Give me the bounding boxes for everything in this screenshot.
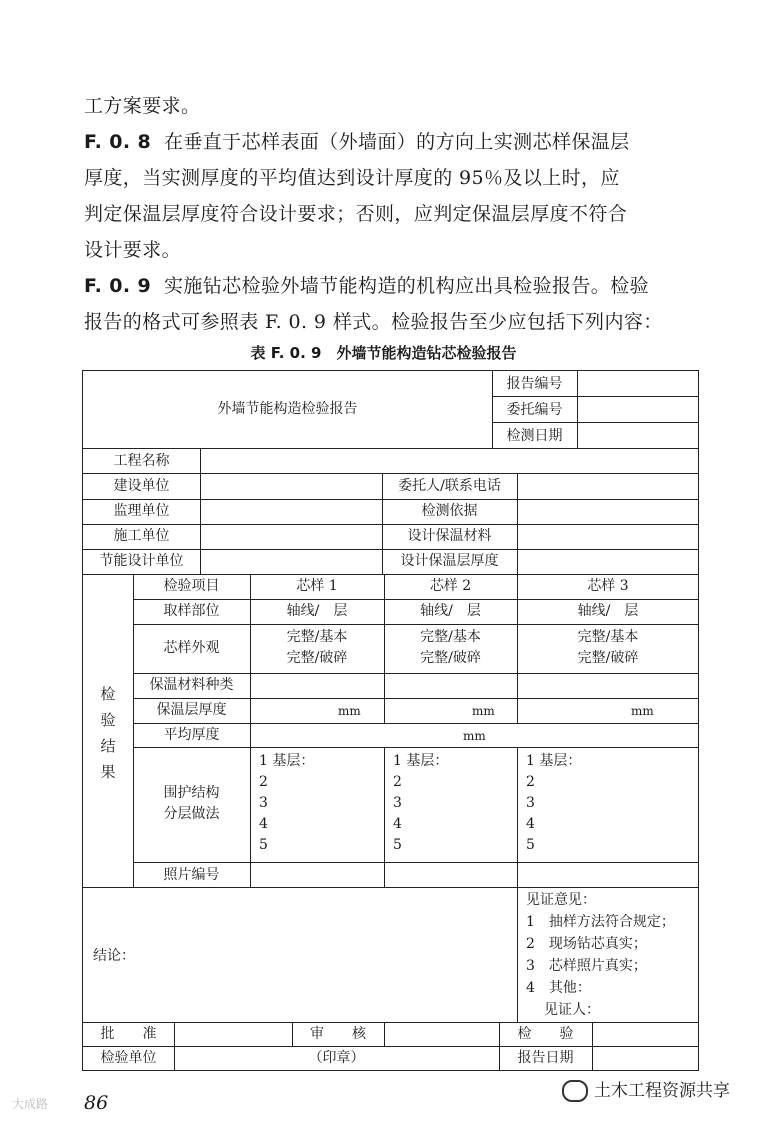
- builder-label: 建设单位: [113, 478, 170, 494]
- report-no-label: 报告编号: [506, 376, 563, 392]
- design-thickness-label: 设计保温层厚度: [400, 553, 499, 569]
- entrust-no-label: 委托编号: [506, 402, 563, 418]
- clause-label: F. 0. 8: [84, 131, 152, 153]
- clause-f08: F. 0. 8 在垂直于芯样表面（外墙面）的方向上实测芯样保温层 厚度，当实测厚度的平均值达到设计厚度的 95％及以上时，应 判定保温层厚度符合设计要求；否则，应判定保温层厚度不符合 设计要求。: [84, 131, 630, 261]
- clause-label: F. 0. 9: [84, 275, 152, 297]
- unit-core-3: mm: [631, 704, 654, 718]
- table-caption: 表 F. 0. 9 外墙节能构造钻芯检验报告: [250, 344, 517, 362]
- conclusion-label: 结论：: [93, 948, 135, 964]
- energy-designer-label: 节能设计单位: [99, 553, 184, 569]
- unit-average: mm: [463, 729, 486, 743]
- report-title: 外墙节能构造检验报告: [217, 401, 358, 417]
- approve-label: 批 准: [100, 1026, 157, 1042]
- client-contact-label: 委托人/联系电话: [398, 478, 501, 494]
- seal-label: （印章）: [308, 1050, 365, 1066]
- layers-core-2: 1 基层： 2 3 4 5: [393, 753, 449, 853]
- material-type-label: 保温材料种类: [149, 677, 234, 693]
- photo-no-label: 照片编号: [163, 867, 220, 883]
- appearance-core-2: 完整/基本 完整/破碎: [420, 629, 481, 666]
- design-material-label: 设计保温材料: [407, 528, 492, 544]
- paragraph-intro: 工方案要求。: [84, 95, 201, 117]
- page-number: 86: [84, 1092, 109, 1114]
- core-2-header: 芯样 2: [429, 578, 472, 594]
- report-date-label: 报告日期: [517, 1050, 574, 1066]
- layers-core-1: 1 基层： 2 3 4 5: [259, 753, 315, 853]
- test-basis-label: 检测依据: [421, 503, 478, 519]
- layers-core-3: 1 基层： 2 3 4 5: [526, 753, 582, 853]
- unit-core-1: mm: [338, 704, 361, 718]
- core-3-header: 芯样 3: [587, 578, 629, 594]
- sampling-core-3: 轴线/ 层: [577, 603, 639, 619]
- constructor-label: 施工单位: [113, 528, 170, 544]
- project-name-label: 工程名称: [113, 453, 170, 469]
- unit-core-2: mm: [472, 704, 495, 718]
- witness-opinion: 见证意见： 1 抽样方法符合规定； 2 现场钻芯真实； 3 芯样照片真实； 4 其他： 见证人：: [526, 892, 675, 1018]
- structure-label: 围护结构 分层做法: [163, 785, 220, 822]
- supervisor-label: 监理单位: [113, 503, 170, 519]
- appearance-core-3: 完整/基本 完整/破碎: [577, 629, 639, 666]
- item-label: 检验项目: [163, 578, 220, 594]
- wechat-icon: [562, 1080, 588, 1102]
- appearance-core-1: 完整/基本 完整/破碎: [286, 629, 348, 666]
- layer-thickness-label: 保温层厚度: [156, 702, 227, 718]
- watermark-right: 土木工程资源共享: [562, 1076, 730, 1102]
- review-label: 审 核: [310, 1026, 366, 1042]
- sampling-core-1: 轴线/ 层: [286, 603, 348, 619]
- inspect-label: 检 验: [517, 1026, 574, 1042]
- core-1-header: 芯样 1: [296, 578, 338, 594]
- test-unit-label: 检验单位: [100, 1050, 157, 1066]
- appearance-label: 芯样外观: [163, 640, 220, 656]
- report-table: [82, 370, 699, 1071]
- sampling-core-2: 轴线/ 层: [420, 603, 481, 619]
- results-label: 检 验 结 果: [100, 685, 116, 781]
- sampling-label: 取样部位: [163, 603, 220, 619]
- avg-thickness-label: 平均厚度: [163, 727, 220, 743]
- test-date-label: 检测日期: [506, 428, 563, 444]
- clause-f09: F. 0. 9 实施钻芯检验外墙节能构造的机构应出具检验报告。检验 报告的格式可参照表 F. 0. 9 样式。检验报告至少应包括下列内容：: [84, 275, 663, 333]
- watermark-left: 大成路: [12, 1097, 49, 1111]
